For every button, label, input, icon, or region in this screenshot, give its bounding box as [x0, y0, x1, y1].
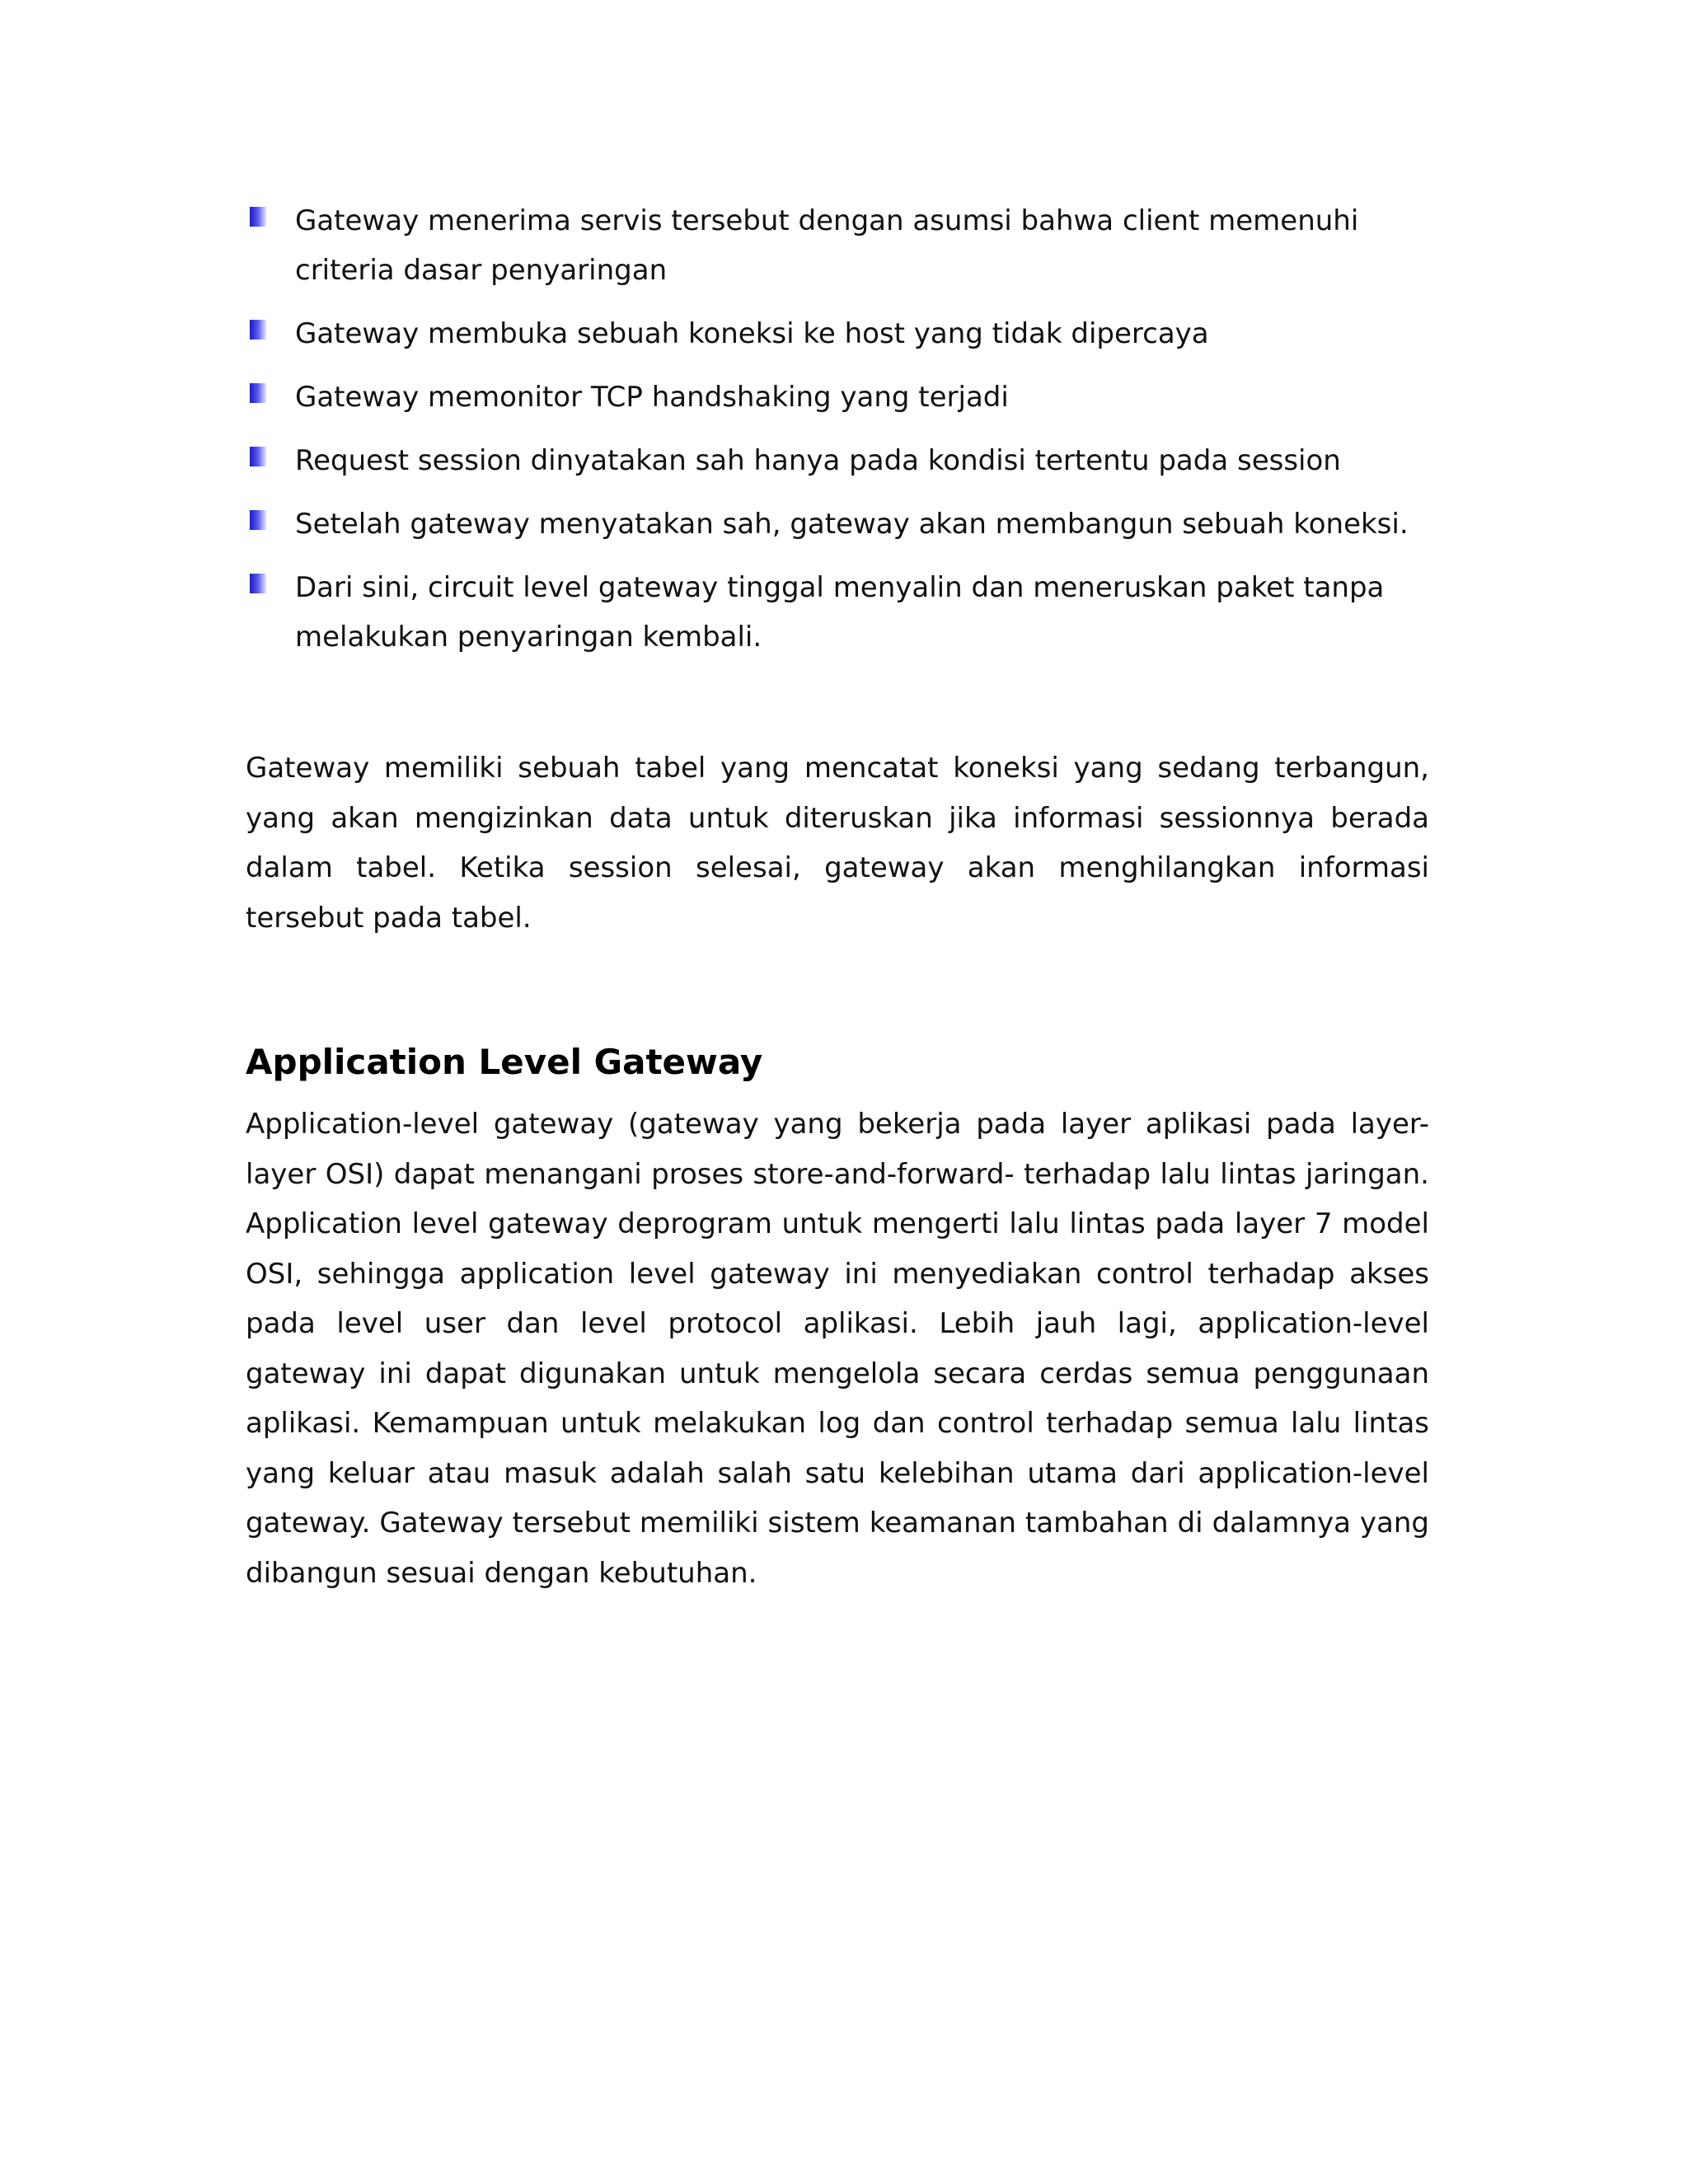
section-heading: Application Level Gateway — [246, 1042, 763, 1082]
square-bullet-icon — [250, 510, 266, 530]
bullet-item — [246, 373, 1429, 422]
bullet-text: Gateway memonitor TCP handshaking yang terjadi — [295, 381, 1009, 414]
bullet-text: Gateway membuka sebuah koneksi ke host yang tidak dipercaya — [295, 317, 1209, 350]
square-bullet-icon — [250, 207, 266, 227]
bullet-item — [246, 499, 1429, 549]
bullet-item — [246, 196, 1429, 295]
bullet-item — [246, 436, 1429, 485]
square-bullet-icon — [250, 383, 266, 403]
bullet-text: Request session dinyatakan sah hanya pada kondisi tertentu pada session — [295, 444, 1341, 477]
paragraph-session-table: Gateway memiliki sebuah tabel yang mencatat koneksi yang sedang terbangun, yang akan mengizinkan data untuk diteruskan jika informasi sessionnya berada dalam tabel. Ketika session selesai, gateway akan menghilangkan informasi tersebut pada tabel. — [246, 752, 1429, 935]
page-content — [246, 196, 1429, 1598]
bullet-item — [246, 563, 1429, 662]
square-bullet-icon — [250, 447, 266, 466]
bullet-item — [246, 309, 1429, 359]
bullet-text: Setelah gateway menyatakan sah, gateway akan membangun sebuah koneksi. — [295, 508, 1409, 541]
square-bullet-icon — [250, 320, 266, 340]
square-bullet-icon — [250, 574, 266, 593]
bullet-text: Gateway menerima servis tersebut dengan asumsi bahwa client memenuhi criteria dasar penyaringan — [295, 204, 1359, 287]
paragraph-application-gateway: Application-level gateway (gateway yang bekerja pada layer aplikasi pada layer-layer OSI) dapat menangani proses store-and-forward- terhadap lalu lintas jaringan. Application level gateway deprogram untuk mengerti lalu lintas pada layer 7 model OSI, sehingga application level gateway ini menyediakan control terhadap akses pada level user dan level protocol aplikasi. Lebih jauh lagi, application-level gateway ini dapat digunakan untuk mengelola secara cerdas semua penggunaan aplikasi. Kemampuan untuk melakukan log dan control terhadap semua lalu lintas yang keluar atau masuk adalah salah satu kelebihan utama dari application-level gateway. Gateway tersebut memiliki sistem keamanan tambahan di dalamnya yang dibangun sesuai dengan kebutuhan. — [246, 1108, 1429, 1590]
bullet-text: Dari sini, circuit level gateway tinggal menyalin dan meneruskan paket tanpa melakukan penyaringan kembali. — [295, 571, 1385, 654]
bullet-list — [246, 196, 1429, 662]
